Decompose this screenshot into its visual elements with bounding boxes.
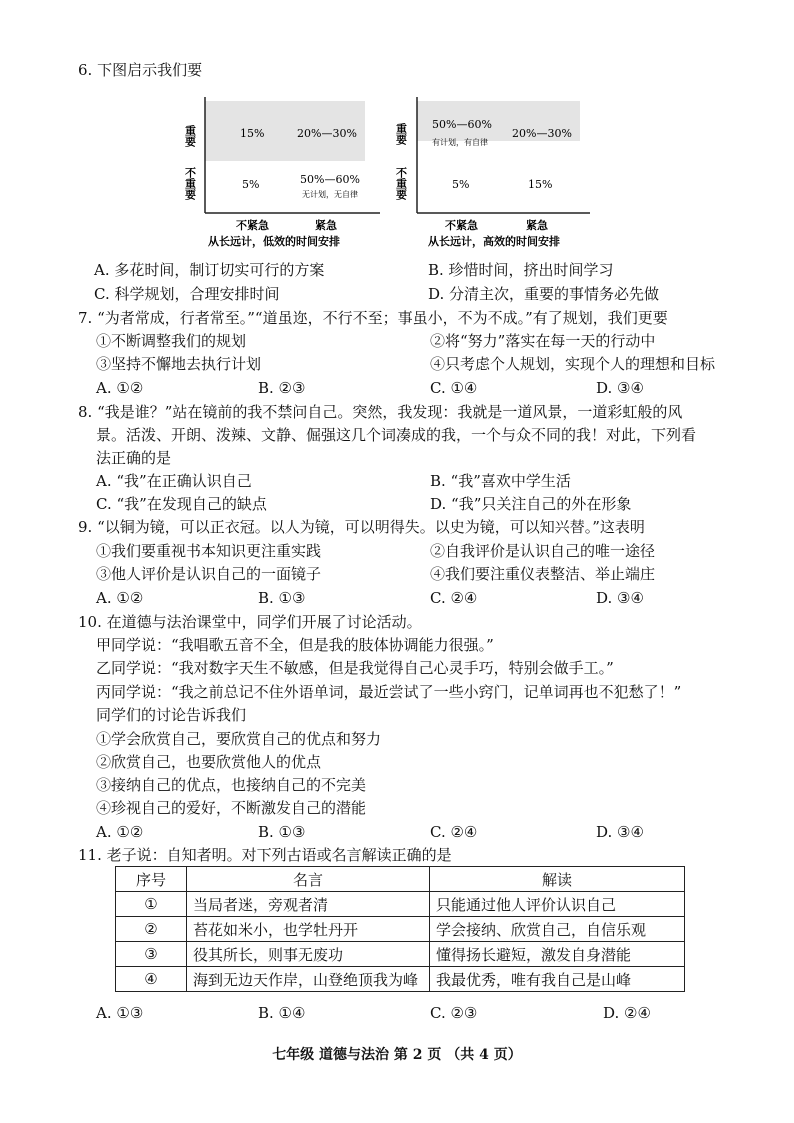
q6-stem: 6. 下图启示我们要 [78,61,203,79]
right-cell-bl: 5% [452,178,470,191]
right-cell-note: 有计划，有自律 [432,138,488,147]
table-header-row [116,867,685,892]
q10-item-2: ②欣赏自己，也要欣赏他人的优点 [96,753,322,771]
row-interpretation: 懂得扬长避短，激发自身潜能 [430,942,685,967]
q9-option-d: D. ③④ [596,589,644,607]
left-cell-br: 50%—60% [300,173,360,186]
q10-option-c: C. ②④ [430,823,478,841]
q8-option-a: A. “我”在正确认识自己 [96,472,252,490]
q10-line-3: 丙同学说：“我之前总记不住外语单词，最近尝试了一些小窍门，记单词再也不犯愁了！” [96,683,682,701]
right-cell-tl: 50%—60% [432,118,492,131]
table-row [116,967,685,992]
q7-option-d: D. ③④ [596,379,644,397]
q6-option-a: A. 多花时间，制订切实可行的方案 [94,261,325,279]
q6-option-b: B. 珍惜时间，挤出时间学习 [428,261,614,279]
q10-line-4: 同学们的讨论告诉我们 [96,706,247,724]
right-xlabel-right: 紧急 [526,219,548,232]
q9-option-b: B. ①③ [258,589,306,607]
right-ylabel-bottom: 不重要 [394,167,408,200]
q8-stem-line-2: 景。活泼、开朗、泼辣、文静、倔强这几个词凑成的我，一个与众不同的我！对此，下列看 [96,426,697,444]
left-caption: 从长远计，低效的时间安排 [208,235,340,248]
row-quote: 苔花如米小，也学牡丹开 [187,917,430,942]
row-index: ① [116,892,187,917]
q10-item-4: ④珍视自己的爱好，不断激发自己的潜能 [96,799,367,817]
q8-option-c: C. “我”在发现自己的缺点 [96,495,267,513]
row-quote: 海到无边天作岸，山登绝顶我为峰 [187,967,430,992]
row-index: ② [116,917,187,942]
q6-option-d: D. 分清主次，重要的事情务必先做 [428,285,660,303]
q11-stem: 11. 老子说：自知者明。对下列古语或名言解读正确的是 [78,846,452,864]
right-ylabel-top: 重要 [394,123,408,145]
right-xlabel-left: 不紧急 [445,219,478,232]
q10-option-d: D. ③④ [596,823,644,841]
left-ylabel-top: 重要 [183,125,197,147]
left-xlabel-right: 紧急 [315,219,337,232]
right-caption: 从长远计，高效的时间安排 [428,235,560,248]
q7-item-2: ②将“努力”落实在每一天的行动中 [430,332,656,350]
col-header-interpretation: 解读 [430,867,685,892]
q7-item-4: ④只考虑个人规划，实现个人的理想和目标 [430,355,716,373]
q8-option-b: B. “我”喜欢中学生活 [430,472,571,490]
q7-option-b: B. ②③ [258,379,306,397]
q9-item-4: ④我们要注重仪表整洁、举止端庄 [430,565,656,583]
q10-item-1: ①学会欣赏自己，要欣赏自己的优点和努力 [96,730,382,748]
q9-item-2: ②自我评价是认识自己的唯一途径 [430,542,656,560]
q7-item-1: ①不断调整我们的规划 [96,332,247,350]
row-index: ③ [116,942,187,967]
row-quote: 役其所长，则事无废功 [187,942,430,967]
page-footer: 七年级 道德与法治 第 2 页 （共 4 页） [272,1047,522,1063]
q7-item-3: ③坚持不懈地去执行计划 [96,355,262,373]
q10-option-a: A. ①② [96,823,144,841]
q9-stem: 9. “以铜为镜，可以正衣冠。以人为镜，可以明得失。以史为镜，可以知兴替。”这表明 [78,518,645,536]
left-xlabel-left: 不紧急 [236,219,269,232]
left-cell-note: 无计划，无自律 [302,190,358,199]
col-header-quote: 名言 [187,867,430,892]
row-interpretation: 学会接纳、欣赏自己，自信乐观 [430,917,685,942]
q9-option-a: A. ①② [96,589,144,607]
row-index: ④ [116,967,187,992]
q6-option-c: C. 科学规划，合理安排时间 [94,285,280,303]
table-row [116,942,685,967]
left-cell-tl: 15% [240,127,265,140]
q6-chart-right [390,95,600,255]
q8-option-d: D. “我”只关注自己的外在形象 [430,495,632,513]
q9-item-3: ③他人评价是认识自己的一面镜子 [96,565,322,583]
right-cell-tr: 20%—30% [512,127,572,140]
q11-option-a: A. ①③ [96,1004,144,1022]
row-quote: 当局者迷，旁观者清 [187,892,430,917]
q11-option-d: D. ②④ [603,1004,651,1022]
q10-option-b: B. ①③ [258,823,306,841]
row-interpretation: 只能通过他人评价认识自己 [430,892,685,917]
q10-stem: 10. 在道德与法治课堂中，同学们开展了讨论活动。 [78,613,422,631]
q11-option-c: C. ②③ [430,1004,478,1022]
left-cell-bl: 5% [242,178,260,191]
col-header-index: 序号 [116,867,187,892]
q7-option-a: A. ①② [96,379,144,397]
q11-table [115,866,685,992]
table-row [116,892,685,917]
row-interpretation: 我最优秀，唯有我自己是山峰 [430,967,685,992]
left-ylabel-bottom: 不重要 [183,167,197,200]
q11-option-b: B. ①④ [258,1004,306,1022]
q10-item-3: ③接纳自己的优点，也接纳自己的不完美 [96,776,367,794]
table-row [116,917,685,942]
q7-stem: 7. “为者常成，行者常至。”“道虽迩，不行不至；事虽小，不为不成。”有了规划，我们更要 [78,309,668,327]
q9-option-c: C. ②④ [430,589,478,607]
q6-chart-left [180,95,390,255]
q10-line-2: 乙同学说：“我对数字天生不敏感，但是我觉得自己心灵手巧，特别会做手工。” [96,659,614,677]
q10-line-1: 甲同学说：“我唱歌五音不全，但是我的肢体协调能力很强。” [96,636,494,654]
left-cell-tr: 20%—30% [297,127,357,140]
q8-stem-line-3: 法正确的是 [96,449,172,467]
right-cell-br: 15% [528,178,553,191]
q9-item-1: ①我们要重视书本知识更注重实践 [96,542,322,560]
q8-stem-line-1: 8. “我是谁？”站在镜前的我不禁问自己。突然，我发现：我就是一道风景，一道彩虹般的风 [78,403,683,421]
q7-option-c: C. ①④ [430,379,478,397]
